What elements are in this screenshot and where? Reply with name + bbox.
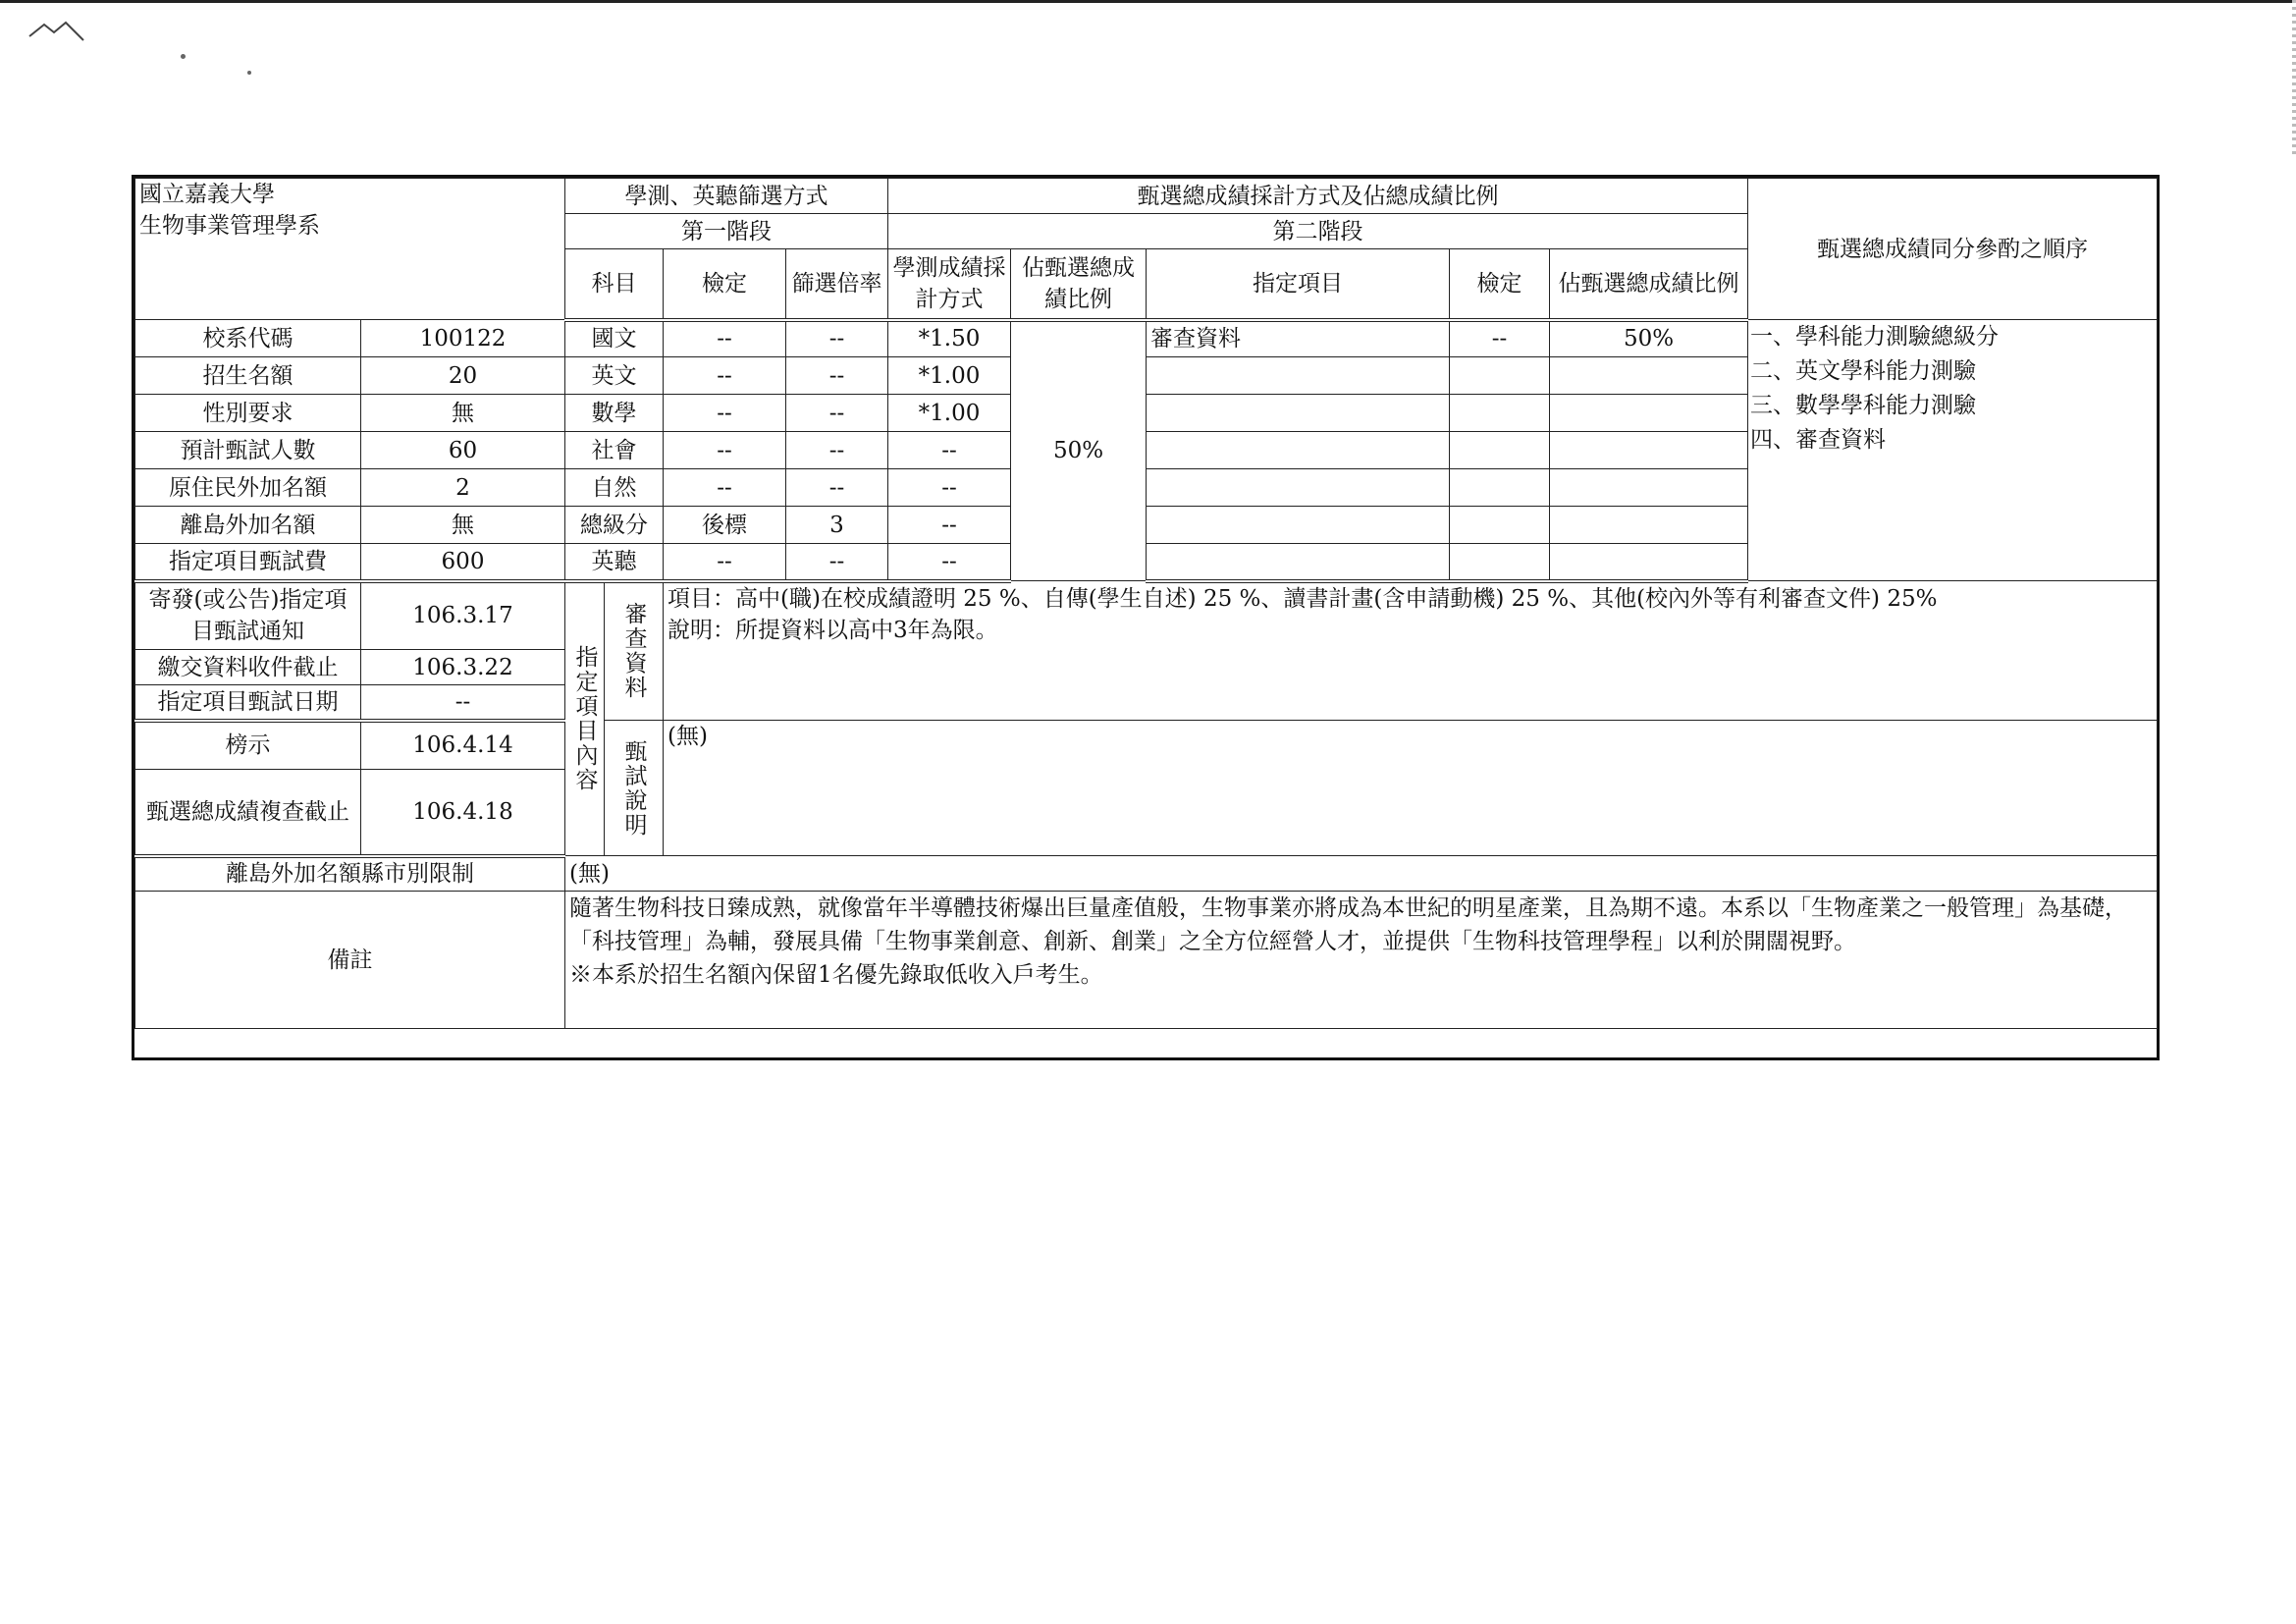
stage2-empty: [1550, 507, 1748, 544]
col-item: 指定項目: [1147, 249, 1450, 320]
stage1-method: *1.50: [888, 320, 1011, 357]
stage2-empty: [1147, 469, 1450, 507]
schedule-label: 繳交資料收件截止: [135, 650, 361, 685]
remarks-label: 備註: [135, 892, 565, 1029]
scan-speck: [181, 54, 186, 59]
total-method-header: 甄選總成績採計方式及佔總成績比例: [888, 179, 1748, 214]
stage1-ratio: --: [786, 544, 888, 581]
stage1-subject: 社會: [565, 432, 664, 469]
stage2-empty: [1147, 357, 1450, 395]
tie-order-list: [1748, 320, 2158, 581]
basic-value: 100122: [361, 320, 565, 357]
stage2-empty: [1450, 544, 1550, 581]
tie-order-item: 三、數學學科能力測驗: [1750, 393, 1977, 418]
col-gsat-pct: 佔甄選總成績比例: [1011, 249, 1147, 320]
stage1-method: --: [888, 507, 1011, 544]
stage2-empty: [1550, 544, 1748, 581]
tie-order-item: 二、英文學科能力測驗: [1750, 358, 1977, 384]
stage1-subject: 國文: [565, 320, 664, 357]
schedule-label: 指定項目甄試日期: [135, 685, 361, 721]
schedule-value: --: [361, 685, 565, 721]
stage1-subject: 數學: [565, 395, 664, 432]
stage1-ratio: --: [786, 357, 888, 395]
basic-value: 60: [361, 432, 565, 469]
stage1-subject: 自然: [565, 469, 664, 507]
stage1-method: --: [888, 432, 1011, 469]
stage2-empty: [1147, 395, 1450, 432]
stage2-empty: [1450, 432, 1550, 469]
stage2-empty: [1550, 469, 1748, 507]
remarks-content: [565, 892, 2158, 1029]
island-restriction-value: (無): [565, 856, 2158, 892]
island-restriction-label: 離島外加名額縣市別限制: [135, 856, 565, 892]
stage2-item-pct: 50%: [1550, 320, 1748, 357]
tie-order-item: 一、學科能力測驗總級分: [1750, 324, 2000, 350]
scan-top-border: [0, 0, 2296, 7]
tie-order-item: 四、審查資料: [1750, 427, 1887, 453]
review-content: [664, 581, 2158, 721]
content-section-label: 指定項目內容: [565, 581, 605, 856]
stage1-method: *1.00: [888, 395, 1011, 432]
stage1-ratio: --: [786, 432, 888, 469]
basic-value: 2: [361, 469, 565, 507]
stage2-empty: [1147, 507, 1450, 544]
scan-right-edge: [2292, 0, 2296, 157]
schedule-value: 106.3.22: [361, 650, 565, 685]
col-ratio: 篩選倍率: [786, 249, 888, 320]
admission-table: [132, 175, 2160, 1060]
basic-value: 20: [361, 357, 565, 395]
school-header-cell: [135, 179, 565, 320]
basic-label: 招生名額: [135, 357, 361, 395]
screening-method-header: 學測、英聽篩選方式: [565, 179, 888, 214]
stage2-empty: [1450, 469, 1550, 507]
gsat-percentage: 50%: [1011, 320, 1147, 581]
stage1-subject: 英聽: [565, 544, 664, 581]
stage1-subject: 總級分: [565, 507, 664, 544]
review-items: 項目：高中(職)在校成績證明 25 %、自傳(學生自述) 25 %、讀書計畫(含申請動機) 25 %、其他(校內外等有利審查文件) 25%: [667, 585, 1938, 612]
schedule-value: 106.3.17: [361, 581, 565, 650]
main-grid: [134, 178, 2158, 1029]
col-check: 檢定: [664, 249, 786, 320]
stage2-empty: [1147, 432, 1450, 469]
scan-mark: [25, 15, 103, 44]
stage1-method: *1.00: [888, 357, 1011, 395]
basic-label: 離島外加名額: [135, 507, 361, 544]
stage2-empty: [1550, 432, 1748, 469]
remarks-note: ※本系於招生名額內保留1名優先錄取低收入戶考生。: [569, 962, 1103, 988]
school-name: 國立嘉義大學: [139, 182, 275, 207]
stage1-check: --: [664, 357, 786, 395]
schedule-value: 106.4.14: [361, 721, 565, 770]
basic-label: 原住民外加名額: [135, 469, 361, 507]
stage2-empty: [1450, 507, 1550, 544]
col-gsat-method: 學測成績採計方式: [888, 249, 1011, 320]
scan-speck: [247, 71, 251, 75]
col-item-pct: 佔甄選總成績比例: [1550, 249, 1748, 320]
stage1-check: --: [664, 544, 786, 581]
exam-label: 甄試說明: [605, 721, 664, 856]
stage1-check: --: [664, 469, 786, 507]
basic-value: 無: [361, 395, 565, 432]
basic-value: 600: [361, 544, 565, 581]
stage1-ratio: --: [786, 469, 888, 507]
basic-label: 預計甄試人數: [135, 432, 361, 469]
review-note: 說明：所提資料以高中3年為限。: [667, 617, 998, 643]
schedule-label: 寄發(或公告)指定項目甄試通知: [135, 581, 361, 650]
col-item-check: 檢定: [1450, 249, 1550, 320]
stage1-subject: 英文: [565, 357, 664, 395]
stage2-empty: [1550, 395, 1748, 432]
basic-label: 性別要求: [135, 395, 361, 432]
tie-order-header: 甄選總成績同分參酌之順序: [1748, 179, 2158, 320]
department-name: 生物事業管理學系: [139, 213, 320, 239]
stage1-ratio: --: [786, 395, 888, 432]
exam-note: (無): [664, 721, 2158, 856]
remarks-text: 隨著生物科技日臻成熟，就像當年半導體技術爆出巨量產值般，生物事業亦將成為本世紀的明星產業，且為期不遠。本系以「生物產業之一般管理」為基礎，「科技管理」為輔，發展具備「生物事業創意、創新、創業」之全方位經營人才，並提供「生物科技管理學程」以利於開闊視野。: [569, 895, 2127, 954]
stage1-check: --: [664, 395, 786, 432]
stage1-header: 第一階段: [565, 214, 888, 249]
basic-value: 無: [361, 507, 565, 544]
stage2-empty: [1550, 357, 1748, 395]
basic-label: 指定項目甄試費: [135, 544, 361, 581]
stage1-check: --: [664, 432, 786, 469]
review-label: 審查資料: [605, 581, 664, 721]
stage1-check: 後標: [664, 507, 786, 544]
stage2-item-check: --: [1450, 320, 1550, 357]
schedule-value: 106.4.18: [361, 770, 565, 856]
stage2-empty: [1147, 544, 1450, 581]
col-subject: 科目: [565, 249, 664, 320]
stage2-header: 第二階段: [888, 214, 1748, 249]
stage1-ratio: --: [786, 320, 888, 357]
stage2-empty: [1450, 357, 1550, 395]
stage1-method: --: [888, 469, 1011, 507]
stage1-method: --: [888, 544, 1011, 581]
basic-label: 校系代碼: [135, 320, 361, 357]
stage2-empty: [1450, 395, 1550, 432]
stage2-item-name: 審查資料: [1147, 320, 1450, 357]
stage1-ratio: 3: [786, 507, 888, 544]
stage1-check: --: [664, 320, 786, 357]
schedule-label: 榜示: [135, 721, 361, 770]
schedule-label: 甄選總成績複查截止: [135, 770, 361, 856]
